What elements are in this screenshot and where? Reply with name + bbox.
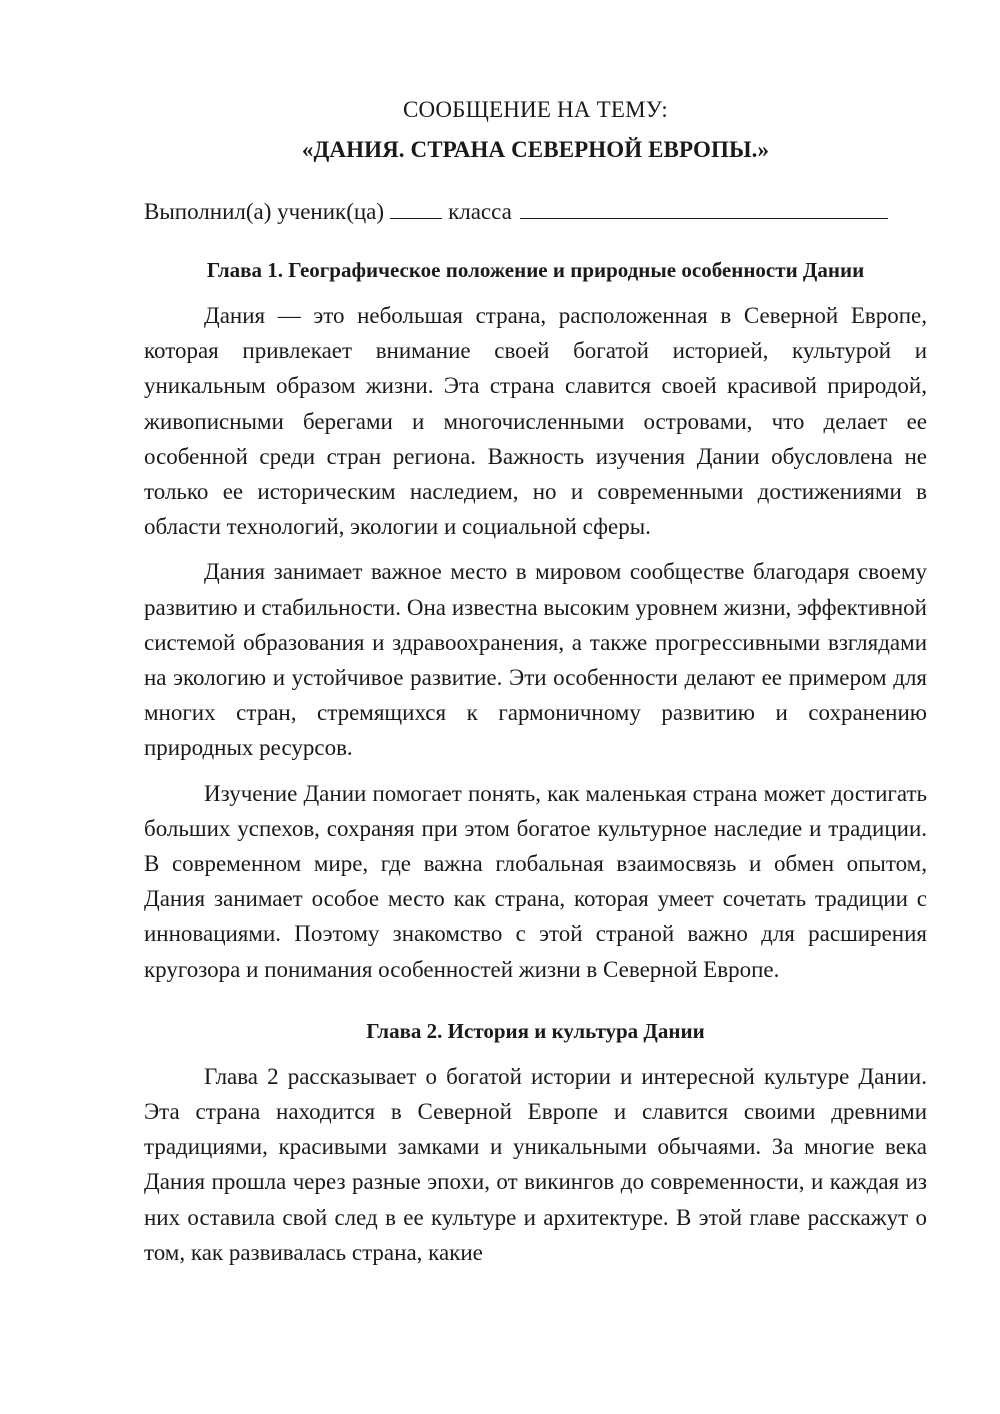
document-page [144,90,927,1280]
author-middle: класса [448,199,512,224]
author-prefix: Выполнил(а) ученик(ца) [144,199,385,224]
name-blank-line [520,196,888,219]
chapter1-paragraph-1: Дания — это небольшая страна, расположенная в Северной Европе, которая привлекает внимание своей богатой историей, культурой и уникальным образом жизни. Эта страна славится своей красивой природой, живописными берегами и многочисленными островами, что делает ее особенной среди стран региона. Важность изучения Дании обусловлена не только ее историческим наследием, но и современными достижениями в области технологий, экологии и социальной сферы. [144,303,927,540]
chapter1-heading: Глава 1. Географическое положение и природные особенности Дании [206,258,865,282]
chapter2-paragraph-1: Глава 2 рассказывает о богатой истории и интересной культуре Дании. Эта страна находится в Северной Европе и славится своими древними традициями, красивыми замками и уникальными обычаями. За многие века Дания прошла через разные эпохи, от викингов до современности, и каждая из них оставила свой след в ее культуре и архитектуре. В этой главе расскажут о том, как развивалась страна, какие [144,1063,927,1265]
author-line [144,192,927,232]
document-title-line2: «ДАНИЯ. СТРАНА СЕВЕРНОЙ ЕВРОПЫ.» [301,137,770,162]
document-title-line1: СООБЩЕНИЕ НА ТЕМУ: [403,97,668,122]
chapter2-heading: Глава 2. История и культура Дании [366,1018,705,1043]
chapter1-paragraph-3: Изучение Дании помогает понять, как маленькая страна может достигать больших успехов, сохраняя при этом богатое культурное наследие и традиции. В современном мире, где важна глобальная взаимосвязь и обмен опытом, Дания занимает особое место как страна, которая умеет сочетать традиции с инновациями. Поэтому знакомство с этой страной важно для расширения кругозора и понимания особенностей жизни в Северной Европе. [144,780,927,982]
grade-blank-line [390,196,442,219]
chapter1-paragraph-2: Дания занимает важное место в мировом сообществе благодаря своему развитию и стабильности. Она известна высоким уровнем жизни, эффективной системой образования и здравоохранения, а также прогрессивными взглядами на экологию и устойчивое развитие. Эти особенности делают ее примером для многих стран, стремящихся к гармоничному развитию и сохранению природных ресурсов. [144,559,927,761]
